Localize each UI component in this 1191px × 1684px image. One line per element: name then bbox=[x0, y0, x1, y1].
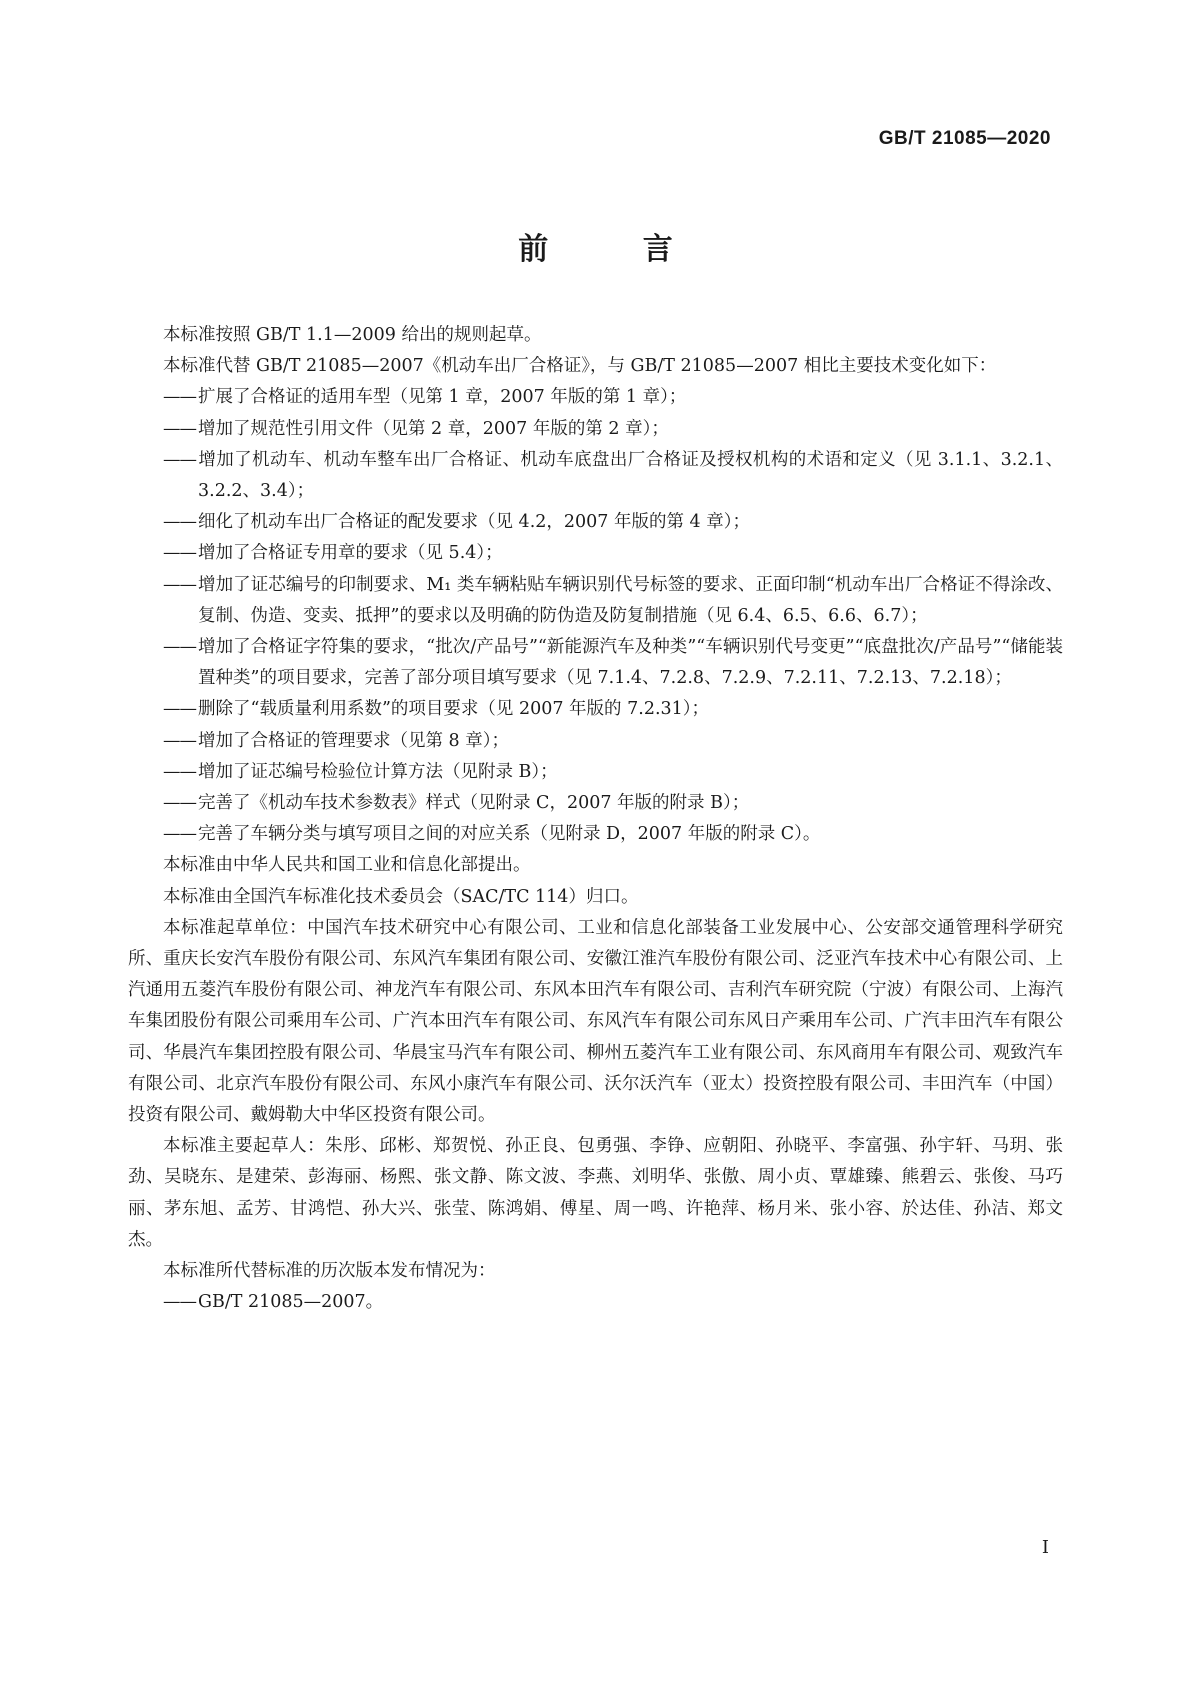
dash-marker: —— bbox=[163, 793, 196, 814]
dash-marker: —— bbox=[163, 730, 196, 751]
list-item: —— 扩展了合格证的适用车型（见第 1 章，2007 年版的第 1 章）； bbox=[163, 382, 1063, 413]
page-title: 前 言 bbox=[518, 232, 715, 267]
list-item: —— 细化了机动车出厂合格证的配发要求（见 4.2，2007 年版的第 4 章）； bbox=[163, 507, 1063, 538]
dash-marker: —— bbox=[163, 449, 196, 470]
dash-marker: —— bbox=[163, 1292, 196, 1313]
list-item: —— 增加了机动车、机动车整车出厂合格证、机动车底盘出厂合格证及授权机构的术语和定义（见 3.1.1、3.2.1、3.2.2、3.4）； bbox=[163, 445, 1063, 507]
list-item: —— 增加了证芯编号的印制要求、M₁ 类车辆粘贴车辆识别代号标签的要求、正面印制“机动车出厂合格证不得涂改、复制、伪造、变卖、抵押”的要求以及明确的防伪造及防复制措施（见 6.4、6.5、6.6、6.7）； bbox=[163, 570, 1063, 632]
dash-marker: —— bbox=[163, 387, 196, 408]
dash-marker: —— bbox=[163, 637, 196, 658]
paragraph-history-intro: 本标准所代替标准的历次版本发布情况为： bbox=[163, 1261, 496, 1282]
paragraph-drafting-rules: 本标准按照 GB/T 1.1—2009 给出的规则起草。 bbox=[163, 325, 542, 345]
paragraph-drafters: 本标准主要起草人：朱彤、邱彬、郑贺悦、孙正良、包勇强、李铮、应朝阳、孙晓平、李富强、孙宇轩、马玥、张劲、吴晓东、是建荣、彭海丽、杨熙、张文静、陈文波、李燕、刘明华、张傲、周小贞、覃雄臻、熊碧云、张俊、马巧丽、茅东旭、孟芳、甘鸿恺、孙大兴、张莹、陈鸿娟、傅星、周一鸣、许艳萍、杨月米、张小容、於达佳、孙洁、郑文杰。 bbox=[128, 1136, 1063, 1250]
paragraph-drafting-units: 本标准起草单位：中国汽车技术研究中心有限公司、工业和信息化部装备工业发展中心、公安部交通管理科学研究所、重庆长安汽车股份有限公司、东风汽车集团有限公司、安徽江淮汽车股份有限公司、泛亚汽车技术中心有限公司、上汽通用五菱汽车股份有限公司、神龙汽车有限公司、东风本田汽车有限公司、吉利汽车研究院（宁波）有限公司、上海汽车集团股份有限公司乘用车公司、广汽本田汽车有限公司、东风汽车有限公司东风日产乘用车公司、广汽丰田汽车有限公司、华晨汽车集团控股有限公司、华晨宝马汽车有限公司、柳州五菱汽车工业有限公司、东风商用车有限公司、观致汽车有限公司、北京汽车股份有限公司、东风小康汽车有限公司、沃尔沃汽车（亚太）投资控股有限公司、丰田汽车（中国）投资有限公司、戴姆勒大中华区投资有限公司。 bbox=[128, 917, 1063, 1126]
dash-marker: —— bbox=[163, 761, 196, 782]
dash-marker: —— bbox=[163, 418, 196, 439]
list-item: —— 增加了合格证字符集的要求，“批次/产品号”“新能源汽车及种类”“车辆识别代号变更”“底盘批次/产品号”“储能装置种类”的项目要求，完善了部分项目填写要求（见 7.1.4、7.2.8、7.2.9、7.2.11、7.2.13、7.2.18）； bbox=[163, 632, 1063, 694]
foreword-body bbox=[128, 320, 1063, 1319]
list-item-history: —— GB/T 21085—2007。 bbox=[163, 1287, 1063, 1318]
dash-marker: —— bbox=[163, 574, 196, 595]
dash-marker: —— bbox=[163, 512, 196, 533]
dash-marker: —— bbox=[163, 543, 196, 564]
dash-marker: —— bbox=[163, 824, 196, 845]
dash-marker: —— bbox=[163, 699, 196, 720]
standard-code: GB/T 21085—2020 bbox=[878, 128, 1051, 149]
list-item: —— 增加了证芯编号检验位计算方法（见附录 B）； bbox=[163, 757, 1063, 788]
list-item: —— 完善了车辆分类与填写项目之间的对应关系（见附录 D，2007 年版的附录 C）。 bbox=[163, 819, 1063, 850]
page-number: I bbox=[1041, 1537, 1049, 1558]
paragraph-proposer: 本标准由中华人民共和国工业和信息化部提出。 bbox=[163, 855, 531, 876]
paragraph-centralized: 本标准由全国汽车标准化技术委员会（SAC/TC 114）归口。 bbox=[163, 886, 639, 907]
list-item: —— 增加了规范性引用文件（见第 2 章，2007 年版的第 2 章）； bbox=[163, 414, 1063, 445]
list-item: —— 删除了“载质量利用系数”的项目要求（见 2007 年版的 7.2.31）； bbox=[163, 694, 1063, 725]
list-item: —— 增加了合格证的管理要求（见第 8 章）； bbox=[163, 726, 1063, 757]
list-item: —— 增加了合格证专用章的要求（见 5.4）； bbox=[163, 538, 1063, 569]
list-item: —— 完善了《机动车技术参数表》样式（见附录 C，2007 年版的附录 B）； bbox=[163, 788, 1063, 819]
paragraph-replacement: 本标准代替 GB/T 21085—2007《机动车出厂合格证》，与 GB/T 21085—2007 相比主要技术变化如下： bbox=[163, 356, 997, 377]
